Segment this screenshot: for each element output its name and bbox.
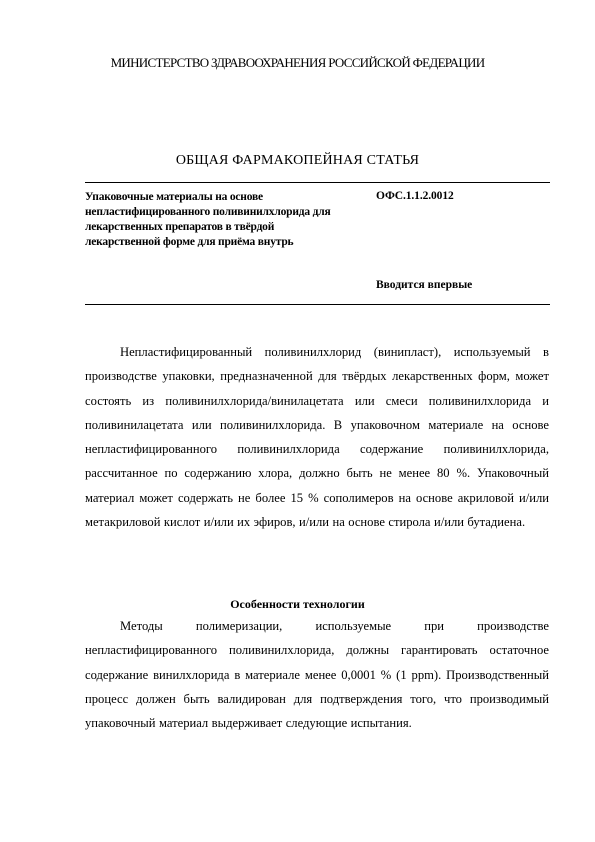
monograph-status: Вводится впервые [376, 279, 473, 291]
body-paragraph-1: Непластифицированный поливинилхлорид (винипласт), используемый в производстве упаковки, предназначенной для твёрдых лекарственных форм, может состоять из поливинилхлорида/винилацетата или смеси поливинилхлорида и поливинилацетата или поливинилхлорида. В упаковочном материале на основе непластифицированного поливинилхлорида содержание поливинилхлорида, рассчитанное по содержанию хлора, должно быть не менее 80 %. Упаковочный материал может содержать не более 15 % сополимеров на основе акриловой и/или метакриловой кислот и/или их эфиров, и/или на основе стирола и/или бутадиена. [85, 345, 549, 530]
body-paragraph-2: Методы полимеризации, используемые при производстве непластифицированного поливинилхлорида, должны гарантировать остаточное содержание винилхлорида в материале менее 0,0001 % (1 ppm). Производственный процесс должен быть валидирован для подтверждения того, что производимый упаковочный материал выдерживает следующие испытания. [85, 619, 549, 731]
monograph-title: Упаковочные материалы на основе непластифицированного поливинилхлорида для лекарственных препаратов в твёрдой лекарственной форме для приёма внутрь [85, 191, 331, 248]
top-divider [85, 182, 550, 183]
monograph-code: ОФС.1.1.2.0012 [376, 190, 454, 202]
bottom-divider [85, 304, 550, 305]
document-type-title: ОБЩАЯ ФАРМАКОПЕЙНАЯ СТАТЬЯ [175, 153, 420, 168]
section-heading: Особенности технологии [230, 597, 365, 611]
ministry-header: МИНИСТЕРСТВО ЗДРАВООХРАНЕНИЯ РОССИЙСКОЙ ФЕДЕРАЦИИ [110, 55, 485, 70]
